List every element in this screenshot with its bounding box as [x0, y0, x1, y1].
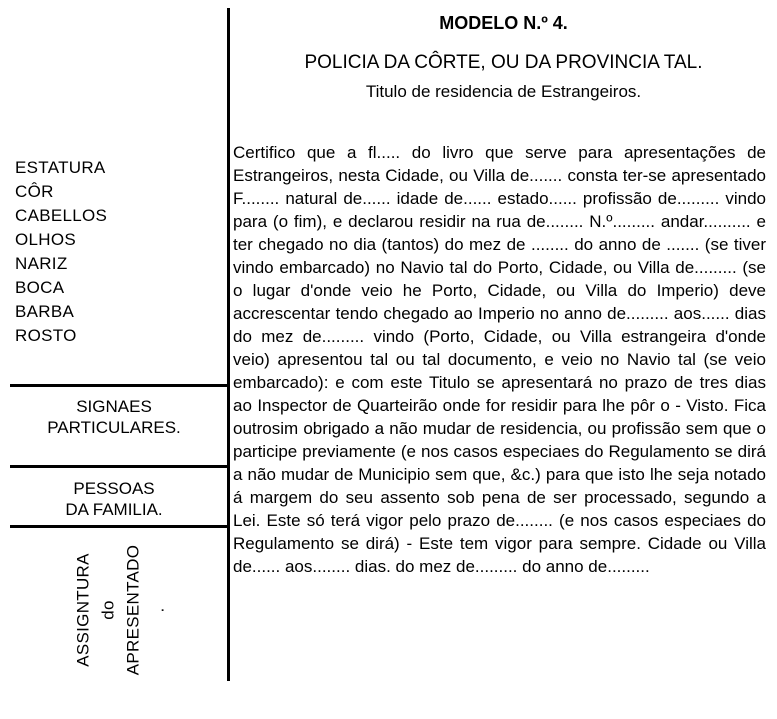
- signature-line3: APRESENTADO: [122, 544, 142, 676]
- signature-line2: do: [97, 600, 117, 620]
- feature-label-olhos: OLHOS: [15, 230, 77, 249]
- feature-label-rosto: ROSTO: [15, 326, 77, 345]
- divider-horizontal-2: [10, 465, 228, 468]
- feature-label-boca: BOCA: [15, 278, 65, 297]
- police-subtitle: POLICIA DA CÔRTE, OU DA PROVINCIA TAL.: [304, 52, 703, 73]
- signature-block: [40, 530, 200, 690]
- feature-label-nariz: NARIZ: [15, 254, 68, 273]
- section-pessoas-da-familia: [0, 478, 228, 520]
- signature-line1: ASSIGNTURA: [72, 553, 92, 667]
- feature-label-barba: BARBA: [15, 302, 75, 321]
- divider-horizontal-3: [10, 525, 228, 528]
- physical-features-list: [15, 156, 107, 348]
- feature-label-estatura: ESTATURA: [15, 158, 106, 177]
- feature-label-cabellos: CABELLOS: [15, 206, 108, 225]
- document-subheading: Titulo de residencia de Estrangeiros.: [365, 82, 642, 101]
- signature-rotated-text: [70, 545, 170, 676]
- model-title: MODELO N.º 4.: [439, 13, 568, 33]
- pessoas-line2: DA FAMILIA.: [65, 500, 163, 519]
- certificate-body-text: Certifico que a fl..... do livro que serve para apresentações de Estrangeiros, nesta Cidade, ou Villa de....... consta ter-se apresentado F........ natural de...... idade de...... estado...... profissão de......... vindo para (o fim), e declarou residir na rua de........ N.º......... andar.......... e ter chegado no dia (tantos) do mez de ........ do anno de ....... (se tiver vindo embarcado) no Navio tal do Porto, Cidade, ou Villa de......... (se o lugar d'onde veio he Porto, Cidade, ou Villa do Imperio) deve accrescentar tendo chegado ao Imperio no anno de......... aos...... dias do mez de......... vindo (Porto, Cidade, ou Villa estrangeira d'onde veio) apresentou tal ou tal documento, e veio no Navio tal (se veio embarcado): e com este Titulo se apresentará no prazo de tres dias ao Inspector de Quarteirão onde for residir para lhe pôr o - Visto. Fica outrosim obrigado a não mudar de residencia, ou profissão sem que o participe previamente (e nos casos especiaes do Regulamento se dirá a não mudar de Municipio sem que, &c.) para que isto lhe seja notado á margem do seu assento sob pena de ser processado, segundo a Lei. Este só terá vigor pelo prazo de........ (e nos casos especiaes do Regulamento se dirá) - Este tem vigor para sempre. Cidade ou Villa de...... aos........ dias. do mez de......... do anno de.........: [233, 143, 766, 576]
- signature-line4: .: [147, 607, 167, 613]
- pessoas-line1: PESSOAS: [73, 479, 155, 498]
- divider-horizontal-1: [10, 384, 228, 387]
- feature-label-cor: CÔR: [15, 182, 54, 201]
- signaes-line2: PARTICULARES.: [47, 418, 181, 437]
- divider-vertical: [227, 8, 230, 681]
- section-signaes-particulares: [0, 396, 228, 438]
- signaes-line1: SIGNAES: [76, 397, 152, 416]
